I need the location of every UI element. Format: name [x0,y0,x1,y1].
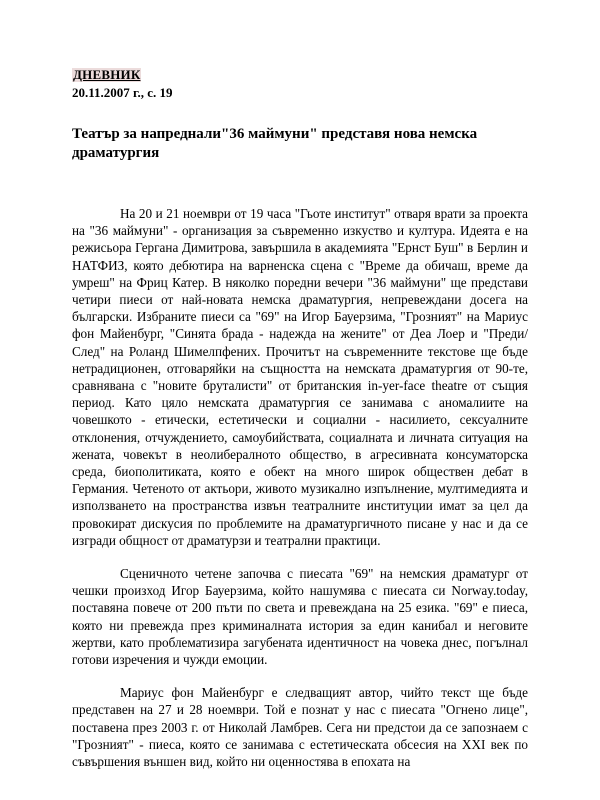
paragraph: Мариус фон Майенбург е следващият автор, чийто текст ще бъде представен на 27 и 28 ноември. Той е познат у нас с пиесата "Огнено лице", поставена през 2003 г. от Николай Ламбрев. Сега ни предстои да се запознаем с "Грозният" - пиеса, която се занимава с естетическата обсесия на XXI век по съвършения външен вид, който ни оценностява в епохата на [72,685,528,770]
newspaper-source: ДНЕВНИК [73,67,141,82]
document-page [72,66,528,786]
issue-date: 20.11.2007 г., с. 19 [72,85,173,100]
article-body [72,205,528,770]
paragraph: Сценичното четене започва с пиесата "69" на немския драматург от чешки произход Игор Бауерзима, който нашумява с пиесата си Norway.today, поставяна повече от 200 пъти по света и превеждана на 25 езика. "69" е пиеса, която ни превежда през криминалната история за един канибал и неговите жертви, като проблематизира загубената идентичност на човека днес, погълнал готови изречения и чужди емоции. [72,566,528,668]
paragraph: На 20 и 21 ноември от 19 часа "Гьоте институт" отваря врати за проекта на "36 маймуни" - организация за съвременно изкуство и култура. Идеята е на режисьора Гергана Димитрова, завършила в академията "Ернст Буш" в Берлин и НАТФИЗ, която дебютира на варненска сцена с "Време да обичаш, време да умреш" на Фриц Катер. В няколко поредни вечери "36 маймуни" ще представи четири пиеси от най-новата немска драматургия, непревеждани досега на български. Избраните пиеси са "69" на Игор Бауерзима, "Грозният" на Мариус фон Майенбург, "Синята брада - надежда на жените" от Деа Лоер и "Преди/След" на Роланд Шимелпфених. Прочитът на съвременните текстове ще бъде нетрадиционен, отговаряйки на същността на немската драматургия от 90-те, сравнявана с "новите бруталисти" от британския in-yer-face theatre от същия период. Като цяло немската драматургия се занимава с аномалиите на човешкото - етически, естетически и социални - насилието, сексуалните отклонения, отчуждението, самоубийствата, социалната и личната ситуация на жената, човекът в неолибералното общество, в агресивната консуматорска среда, биополитиката, която е обект на много широк обществен дебат в Германия. Четеното от актьори, живото музикално изпълнение, мултимедията и използването на пространства извън театралните институции имат за цел да провокират дискусия по проблемите на драматургичното писане у нас и да се изгради общност от драматурзи и театрални практици. [72,206,528,548]
article-title: Театър за напреднали"36 маймуни" представя нова немска драматургия [72,126,478,161]
